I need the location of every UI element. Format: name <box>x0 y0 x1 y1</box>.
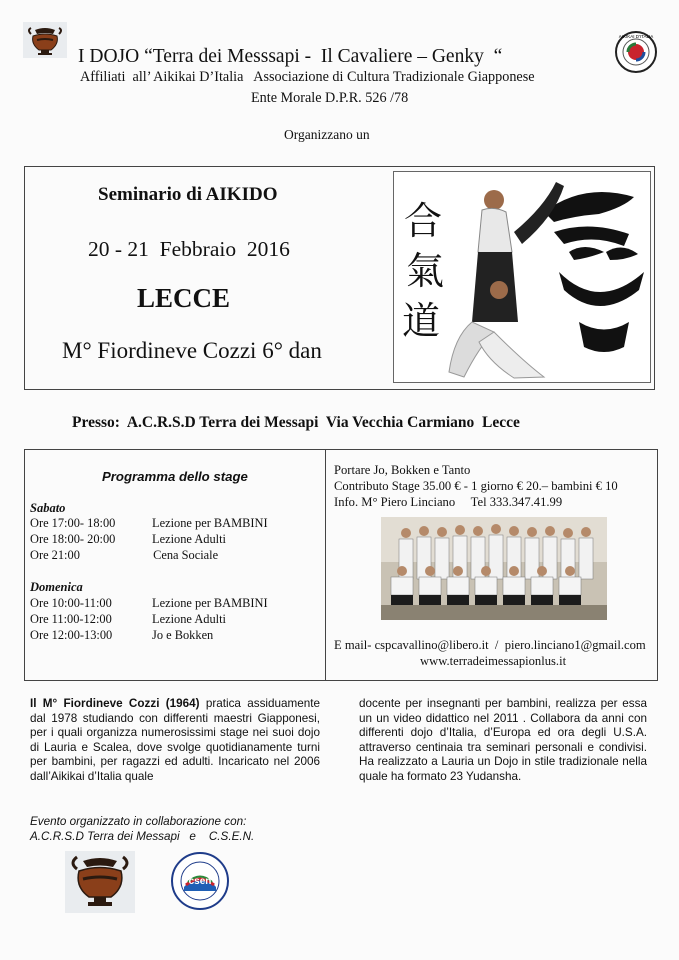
collab-line2: A.C.R.S.D Terra dei Messapi e C.S.E.N. <box>30 829 255 843</box>
website-link[interactable]: www.terradeimessapionlus.it <box>420 654 567 668</box>
kabuki-mask <box>544 192 644 352</box>
kanji-ai: 合 <box>404 199 443 243</box>
kanji-do: 道 <box>402 299 441 343</box>
bio-right-column: docente per insegnanti per bambini, realizza per essa un un video didattico nel 2011 . Collabora da anni con differenti dojo d’Italia, d’Europa ed ora degli U.S.A. attraverso centinaia tra seminari personali e condivisi. Ha realizzato a Lauria un Dojo in stile tradizionale nella quale ha formato 23 Yudansha. <box>359 697 647 783</box>
day-sunday: Domenica <box>30 580 83 594</box>
aikikai-logo <box>614 30 658 74</box>
collab-line1: Evento organizzato in collaborazione con: <box>30 815 247 828</box>
aikikai-logo-text: AIKIKAI D'ITALIA <box>618 34 654 39</box>
schedule-activity: Jo e Bokken <box>152 628 214 642</box>
schedule-activity: Lezione Adulti <box>152 612 226 626</box>
header-title: I DOJO “Terra dei Messsapi - Il Cavaliere – Genky “ <box>78 46 503 67</box>
equipment-note: Portare Jo, Bokken e Tanto <box>334 463 471 477</box>
schedule-activity: Lezione per BAMBINI <box>152 516 268 530</box>
seminar-title: Seminario di AIKIDO <box>98 184 278 205</box>
contact-info: Info. M° Piero Linciano Tel 333.347.41.99 <box>334 495 563 509</box>
seminar-dates: 20 - 21 Febbraio 2016 <box>88 237 290 261</box>
header-decree: Ente Morale D.P.R. 526 /78 <box>251 90 409 106</box>
email-contacts[interactable]: E mail- cspcavallino@libero.it / piero.linciano1@gmail.com <box>334 638 646 652</box>
venue-address: Presso: A.C.R.S.D Terra dei Messapi Via Vecchia Carmiano Lecce <box>72 414 520 431</box>
schedule-time: Ore 10:00-11:00 <box>30 596 112 610</box>
csen-logo-text: csen <box>188 876 212 887</box>
schedule-activity: Cena Sociale <box>150 548 219 562</box>
group-photo <box>381 517 607 620</box>
schedule-activity: Lezione per BAMBINI <box>152 596 268 610</box>
program-title: Programma dello stage <box>102 469 248 484</box>
schedule-activity: Lezione Adulti <box>152 532 226 546</box>
organizzano-text: Organizzano un <box>284 127 370 142</box>
schedule-time: Ore 12:00-13:00 <box>30 628 113 642</box>
fee-info: Contributo Stage 35.00 € - 1 giorno € 20.– bambini € 10 <box>334 479 618 493</box>
day-saturday: Sabato <box>30 501 66 515</box>
schedule-time: Ore 11:00-12:00 <box>30 612 112 626</box>
bio-name: Il M° Fiordineve Cozzi (1964) <box>30 697 200 710</box>
schedule-time: Ore 17:00- 18:00 <box>30 516 116 530</box>
bio-left-column <box>30 697 320 785</box>
schedule-time: Ore 18:00- 20:00 <box>30 532 116 546</box>
aikido-figures <box>449 182 564 378</box>
seminar-master: M° Fiordineve Cozzi 6° dan <box>62 338 322 363</box>
schedule-time: Ore 21:00 <box>30 548 80 562</box>
seminar-city: LECCE <box>137 283 231 313</box>
kanji-ki: 氣 <box>406 249 445 293</box>
csen-logo <box>170 851 230 911</box>
aikido-artwork <box>393 171 651 383</box>
bio-left-text: pratica assiduamente dal 1978 studiando con differenti maestri Giapponesi, per i quali organizza numerosissimi stage nei suoi dojo di Lauria e Scalea, dove svolge quotidianamente turni per bambini, per ragazzi ed adulti. Incaricato nel 2006 dall’Aikikai d’Italia quale <box>30 697 320 783</box>
dojo-vase-logo-large <box>65 851 135 913</box>
header-affiliation: Affiliati all’ Aikikai D’Italia Associazione di Cultura Tradizionale Giapponese <box>80 69 535 85</box>
collaboration-note <box>30 815 254 844</box>
program-divider <box>325 449 326 681</box>
dojo-vase-logo <box>23 22 67 58</box>
